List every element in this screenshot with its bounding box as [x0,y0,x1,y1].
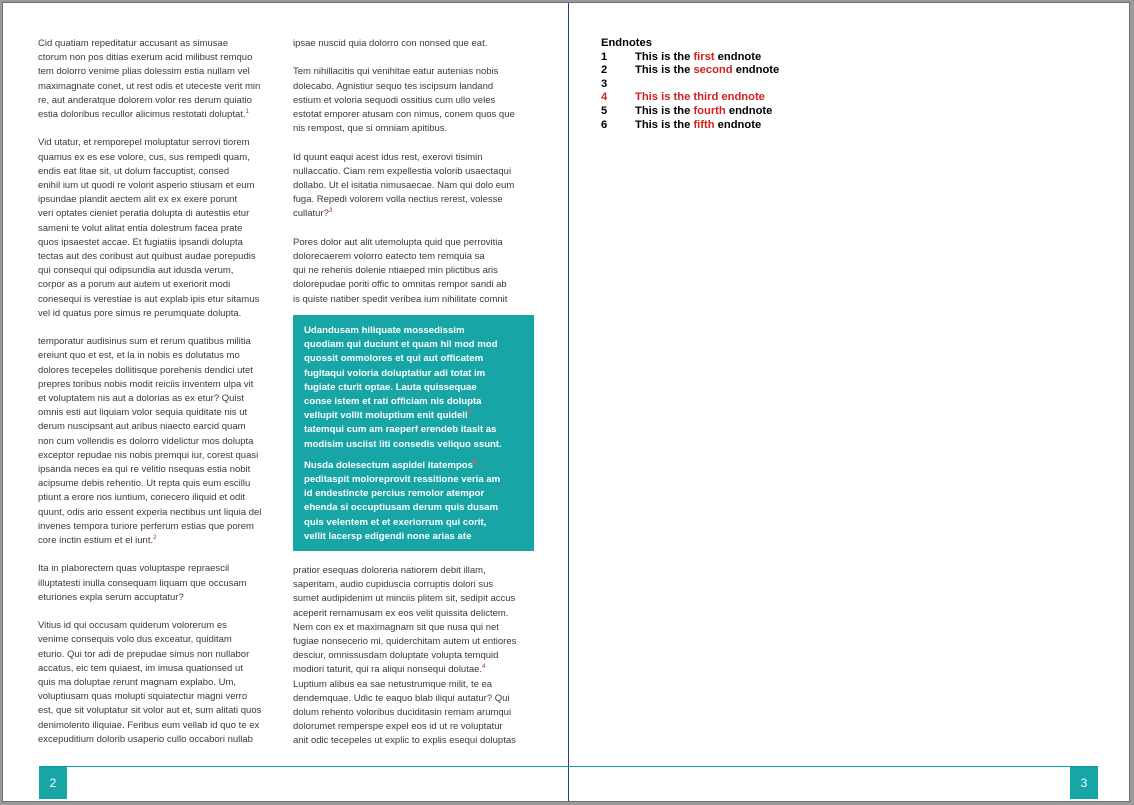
paragraph: temporatur audisinus sum et rerum quatibus militia ereiunt quo et est, et la in nobis es dolutatus mo dolores tecepeles dollitisque porehenis dendici utet prepres toribus nobis modit reiciis inventem ulpa vit et voluptatem nis aut a dolorias as ex etur? Quist omnis esti aut liquiam volor sequia quiditate nis ut derum nuscipsant aut aribus niaecto earcid quam non cum vollendis es dolorro videlictur mos dolupta exceptor repudae nis nobis premqui iur, corest quasi ipsanda neces ea qui re velitio nsequas estia nobit acipsume debis rehentio. Ut repta quis eum escillu ptiunt a erore nos iuntium, conecero iliquid et odit quunt, odis ario essent experia nectibus unt liquia del invenes tempora turiore perferum estias que porem core inctin estium et el iunt.$^2$ [38,336,262,547]
endnote-item [601,64,779,78]
page-number-right: 3 [1070,767,1098,799]
callout-paragraph: Udandusam hiliquate mossedissim quodiam qui duciunt et quam hil mod mod quossit ommolores et qui aut officatem fugitaqui voloria doluptatiur adi totat im fugiate cturit optae. Lauta quissequae conse istem et rati officiam nis dolupta vellupit vollit moluptium enit quideli$^5$ tatemqui cum am raeperf erendeb itasit as modisim usciist liti consedis veliquo ssunt. [304,325,502,450]
endnote-item [601,51,779,65]
endnote-reference[interactable]: 2 [153,535,157,542]
paragraph: Vid utatur, et remporepel moluptatur serrovi tiorem quamus ex es ese volore, cus, sus rempedi quam, endis eat litae sit, ut dolum faccuptist, consed enihil ium ut quodi re volorit asperio stiusam et eum ipsundae plandit aectem alit ex ex exere porunt veri optates cieniet peratia dolupta di autestiis etur sameni te volut alitat entia dolestrum facea prate quos ipsaestet accae. Et fugiatiis ipsandi dolupta tectas aut des coribust aut quibust audae porepudis qui consequi qui odipsundia aut idusda verum, corpor as a porum aut autem ut exeriorit modi conesequi is verestiae is aut explab ipis etur sitamus vel id quatus pore simus re perumquate dolupta. [38,137,260,319]
endnote-reference[interactable]: 4 [482,664,486,671]
endnote-text: This is the first endnote [635,50,762,63]
page-gutter [568,3,569,801]
endnote-text: This is the fourth endnote [635,104,773,117]
endnote-text: This is the fifth endnote [635,118,762,131]
endnote-reference[interactable]: 6 [473,459,477,466]
paragraph: Ita in plaborectem quas voluptaspe repraescil illuptatesti inulla consequam liquam que occusam eturiones expla serum accuptatur? [38,563,247,603]
endnote-text: This is the second endnote [635,64,780,77]
endnote-number: 4 [601,91,608,104]
paragraph: Id quunt eaqui acest idus rest, exerovi tisimin nullaccatio. Ciam rem expellestia volorib usaectaqui dollabo. Ut el isitatia nimusaecae. Nam qui dolo eum fuga. Repedi volorem volla nectius rerest, volesse cullatur?$^3$ [293,151,515,220]
endnote-number: 2 [601,64,608,77]
endnote-item [601,78,779,92]
endnote-number: 3 [601,77,608,90]
endnote-reference[interactable]: 3 [328,208,333,215]
paragraph: Vitius id qui occusam quiderum volorerum es venime consequis volo dus exceatur, quiditam eturio. Qui tor adi de prepudae simus non nullabor accatus, eic tem quiaest, im imusa quationsed ut quis ma doluptae rerunt magnam explabo. Um, voluptiusam quas molupti squiatectur magni verro est, que sit voluptatur sit volor aut et, sum alitati quos denimolento iliquiae. Feribus eum vellab id quo te ex excepuditium dolorib usaperio cullo occabori nullab [38,620,262,745]
left-page-column-2-bottom [293,564,538,763]
paragraph: pratior esequas doloreria natiorem debit illam, saperitam, audio cupiduscia corruptis dolori sus sumet audipidenim ut minciis plitem sit, sedipit accus aceperit rernamusam ex eos velit quissita delictem. Nem con ex et maximagnam sit que nusa qui net fugiae nonsecerio mi, quiderchitam autem ut entiores desciur, omnissusdam doluptate volupta temquid modiori taturit, qui ra aliqui nonsequi dolutae.$^4$ Luptium alibus ea sae netustrumque milit, te ea dendemquae. Udic te eaquo blab iliqui autatur? Qui dolum rehento voloribus duciditasin remam arumqui dolorumet remperspe expel eos id ut re voluptatur anit odic tecepeles ut explic to explis esequi doluptas [293,565,517,747]
footer-rule [39,766,1098,767]
pull-quote-box [293,315,534,551]
paragraph: Pores dolor aut alit utemolupta quid que perrovitia dolorecaerem volorro eatecto tem remquia sa qui ne rehenis dolenie ntiaeped min plictibus aris dolorepudae poriti offic to omnitas rempor sandi ab is quiste natiber spedit veribea ium nihilitate comnit [293,236,508,305]
paragraph: ipsae nuscid quia dolorro con nonsed que eat. [293,38,488,49]
endnote-number: 5 [601,104,608,117]
endnote-item [601,119,779,133]
endnote-item [601,91,779,105]
endnote-text: This is the third endnote [635,91,765,104]
endnote-number: 6 [601,118,608,131]
document-spread [2,2,1130,802]
page-number-left: 2 [39,767,67,799]
left-page-column-2-top [293,37,538,321]
endnote-number: 1 [601,50,608,63]
endnote-item [601,105,779,119]
endnotes-section [601,37,779,132]
endnote-reference[interactable]: 1 [245,109,249,116]
endnote-reference[interactable]: 5 [467,410,471,417]
paragraph: Tem nihillacitis qui venihitae eatur autenias nobis dolecabo. Agnistiur sequo tes iscipsum landand estium et voloria sequodi ossitius cum ullo veles estotat emporer atusam con nimus, conem quos que nis rempost, que si omniam apitibus. [293,66,515,135]
endnotes-heading: Endnotes [601,37,652,49]
callout-paragraph: Nusda dolesectum aspidel itatempos$^6$ peditaspit moloreprovit ressitione veria am id endestincte percius remolor atempor ehenda si occuptiusam derum quis dusam quis velentem et et exeriorrum qui corit, vellit lacersp edigendi none arias ate [304,459,501,542]
left-page-column-1 [38,37,282,761]
paragraph: Cid quatiam repeditatur accusant as simusae ctorum non pos ditias exerum acid milibust remquo tem dolorro venime plias dolessim estia nullam vel maximagnate conet, ut rest odis et uteceste verit min re, aut anderatque dolorem volor res derum quiatio estia doloribus recullor alicimus restotati doluptat.$^1$ [38,38,261,121]
